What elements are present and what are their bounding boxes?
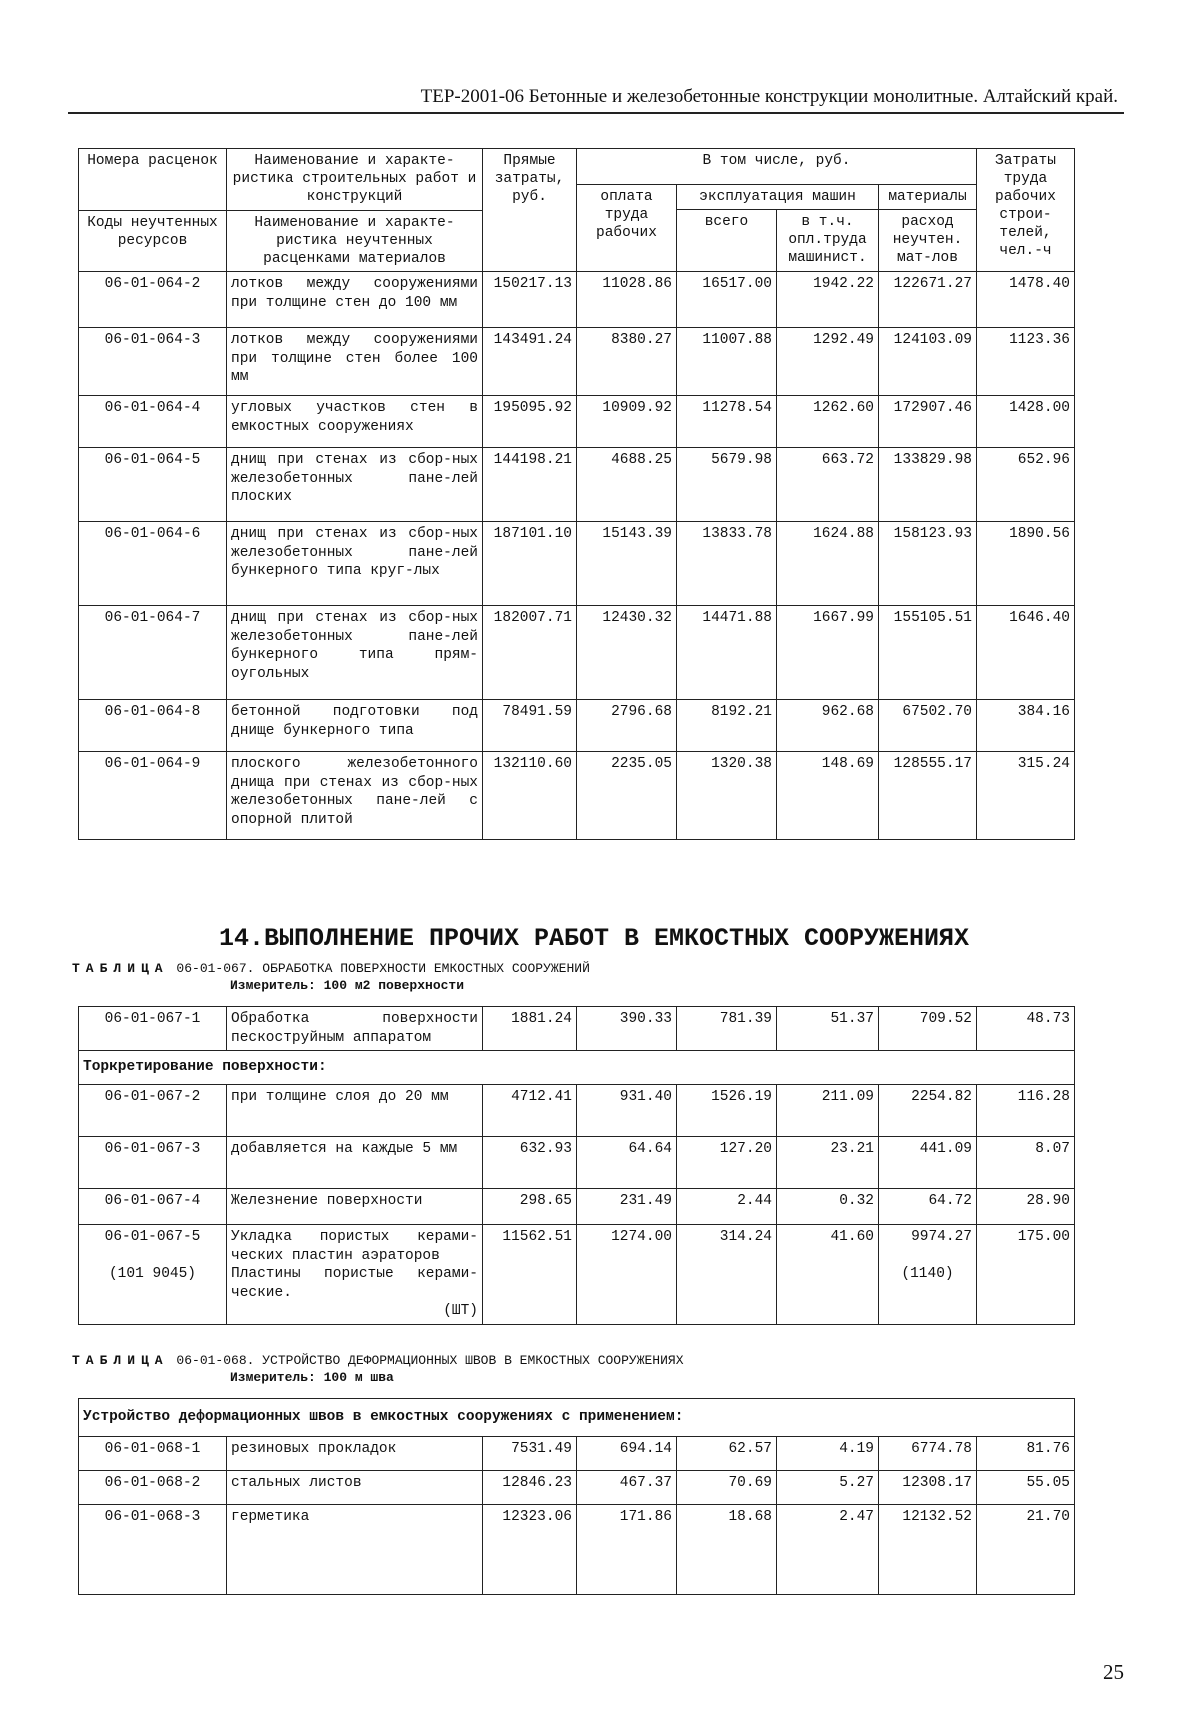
rows-064: [79, 272, 1075, 840]
cell-direct: 143491.24: [483, 328, 577, 396]
cell-labor: 652.96: [977, 448, 1075, 522]
table-067-caption: [72, 960, 590, 994]
page-header-title: ТЕР-2001-06 Бетонные и железобетонные конструкции монолитные. Алтайский край.: [420, 86, 1118, 107]
cell-direct: 11562.51: [483, 1225, 577, 1325]
row-name-main: Укладка пористых керами-ческих пластин аэраторов: [231, 1229, 478, 1264]
cell-machines: 11278.54: [677, 396, 777, 448]
cell-direct: 150217.13: [483, 272, 577, 328]
table-row: [79, 752, 1075, 840]
cell-materials: 124103.09: [879, 328, 977, 396]
table-row: [79, 606, 1075, 700]
cell-machinist-pay: 1667.99: [777, 606, 879, 700]
cell-pay: 2235.05: [577, 752, 677, 840]
table-row: [79, 1225, 1075, 1325]
cell-machinist-pay: 0.32: [777, 1189, 879, 1225]
col-machines: эксплуатация машин: [677, 185, 879, 210]
cell-pay: 12430.32: [577, 606, 677, 700]
cell-pay: 10909.92: [577, 396, 677, 448]
table-row: [79, 1137, 1075, 1189]
cell-direct: 1881.24: [483, 1007, 577, 1051]
row-name: добавляется на каждые 5 мм: [227, 1137, 483, 1189]
cell-machines: 314.24: [677, 1225, 777, 1325]
cell-machines: 18.68: [677, 1505, 777, 1595]
section-title: 14.ВЫПОЛНЕНИЕ ПРОЧИХ РАБОТ В ЕМКОСТНЫХ СООРУЖЕНИЯХ: [218, 924, 970, 953]
cell-pay: 931.40: [577, 1085, 677, 1137]
row-name: угловых участков стен в емкостных сооружениях: [227, 396, 483, 448]
cell-pay: 11028.86: [577, 272, 677, 328]
col-incl: В том числе, руб.: [577, 149, 977, 185]
cell-labor: 175.00: [977, 1225, 1075, 1325]
cell-direct: 182007.71: [483, 606, 577, 700]
cell-materials: 133829.98: [879, 448, 977, 522]
cell-machines: 13833.78: [677, 522, 777, 606]
cell-pay: 15143.39: [577, 522, 677, 606]
cell-machinist-pay: 1292.49: [777, 328, 879, 396]
table-row: [79, 1471, 1075, 1505]
cell-labor: 116.28: [977, 1085, 1075, 1137]
cell-machines: 8192.21: [677, 700, 777, 752]
cell-machines: 16517.00: [677, 272, 777, 328]
row-name: днищ при стенах из сбор-ных железобетонных пане-лей бункерного типа круг-лых: [227, 522, 483, 606]
resource-code: (101 9045): [108, 1265, 196, 1282]
table-row: [79, 1007, 1075, 1051]
row-name: лотков между сооружениями при толщине стен до 100 мм: [227, 272, 483, 328]
row-code: 06-01-067-3: [79, 1137, 227, 1189]
cell-materials: 709.52: [879, 1007, 977, 1051]
cell-labor: 55.05: [977, 1471, 1075, 1505]
cell-pay: 8380.27: [577, 328, 677, 396]
cell-materials: 64.72: [879, 1189, 977, 1225]
table-row: [79, 448, 1075, 522]
row-code: 06-01-064-8: [79, 700, 227, 752]
cell-labor: 1123.36: [977, 328, 1075, 396]
row-code: 06-01-064-6: [79, 522, 227, 606]
table-068-measure: Измеритель: 100 м шва: [230, 1370, 394, 1385]
row-code: 06-01-064-9: [79, 752, 227, 840]
cell-labor: 1646.40: [977, 606, 1075, 700]
table-068-title: 06-01-068. УСТРОЙСТВО ДЕФОРМАЦИОННЫХ ШВОВ В ЕМКОСТНЫХ СООРУЖЕНИЯХ: [176, 1353, 684, 1368]
cell-direct: 78491.59: [483, 700, 577, 752]
table-row: [79, 1505, 1075, 1595]
cell-machines: 781.39: [677, 1007, 777, 1051]
resource-usage: (1140): [901, 1265, 954, 1282]
cell-direct: 187101.10: [483, 522, 577, 606]
row-code: 06-01-068-2: [79, 1471, 227, 1505]
row-name: лотков между сооружениями при толщине стен более 100 мм: [227, 328, 483, 396]
cell-labor: 1890.56: [977, 522, 1075, 606]
col-incl-pay: в т.ч. опл.труда машинист.: [777, 210, 879, 272]
col-direct: Прямые затраты, руб.: [483, 149, 577, 272]
col-usage: расход неучтен. мат-лов: [879, 210, 977, 272]
cell-machines: 2.44: [677, 1189, 777, 1225]
table-068-caption: [72, 1352, 684, 1386]
cell-labor: 28.90: [977, 1189, 1075, 1225]
row-code: 06-01-064-5: [79, 448, 227, 522]
cell-materials: 122671.27: [879, 272, 977, 328]
cell-direct: 195095.92: [483, 396, 577, 448]
row-code: 06-01-068-1: [79, 1437, 227, 1471]
cell-machines: 1320.38: [677, 752, 777, 840]
row-name: при толщине слоя до 20 мм: [227, 1085, 483, 1137]
cell-pay: 694.14: [577, 1437, 677, 1471]
group-label: Устройство деформационных швов в емкостных сооружениях с применением:: [79, 1399, 1075, 1437]
cell-direct: 12323.06: [483, 1505, 577, 1595]
cell-materials: 128555.17: [879, 752, 977, 840]
cell-machines: 14471.88: [677, 606, 777, 700]
cell-machines: 62.57: [677, 1437, 777, 1471]
cell-machinist-pay: 41.60: [777, 1225, 879, 1325]
cell-materials: 67502.70: [879, 700, 977, 752]
col-codes: Коды неучтенных ресурсов: [79, 211, 227, 272]
cell-direct: 632.93: [483, 1137, 577, 1189]
cell-machines: 127.20: [677, 1137, 777, 1189]
cell-machinist-pay: 1262.60: [777, 396, 879, 448]
cell-machines: 70.69: [677, 1471, 777, 1505]
cell-direct: 298.65: [483, 1189, 577, 1225]
cell-machinist-pay: 148.69: [777, 752, 879, 840]
group-row: [79, 1051, 1075, 1085]
cell-materials: 6774.78: [879, 1437, 977, 1471]
table-row: [79, 328, 1075, 396]
col-numbers: Номера расценок: [79, 149, 227, 211]
cell-materials: 12308.17: [879, 1471, 977, 1505]
cell-pay: 467.37: [577, 1471, 677, 1505]
row-name: герметика: [227, 1505, 483, 1595]
row-name: днищ при стенах из сбор-ных железобетонных пане-лей плоских: [227, 448, 483, 522]
row-name: днищ при стенах из сбор-ных железобетонных пане-лей бункерного типа прям-оугольных: [227, 606, 483, 700]
resource-name: Пластины пористые керами-ческие.: [231, 1266, 478, 1301]
cell-pay: 1274.00: [577, 1225, 677, 1325]
cell-labor: 1478.40: [977, 272, 1075, 328]
table-067-measure: Измеритель: 100 м2 поверхности: [230, 978, 465, 993]
row-name: Обработка поверхности пескоструйным аппаратом: [227, 1007, 483, 1051]
price-table-068: [78, 1398, 1075, 1595]
cell-direct: 144198.21: [483, 448, 577, 522]
cell-machinist-pay: 1942.22: [777, 272, 879, 328]
page-number: 25: [1103, 1660, 1124, 1684]
row-code: 06-01-064-3: [79, 328, 227, 396]
row-code-main: 06-01-067-5: [104, 1229, 201, 1245]
row-code: 06-01-064-4: [79, 396, 227, 448]
col-materials: материалы: [879, 185, 977, 210]
page-header: [68, 84, 1124, 114]
cell-materials: 172907.46: [879, 396, 977, 448]
row-name: бетонной подготовки под днище бункерного типа: [227, 700, 483, 752]
cell-machinist-pay: 2.47: [777, 1505, 879, 1595]
cell-materials: 12132.52: [879, 1505, 977, 1595]
cell-materials: 441.09: [879, 1137, 977, 1189]
row-code: 06-01-064-2: [79, 272, 227, 328]
row-code: 06-01-067-4: [79, 1189, 227, 1225]
cell-materials: 155105.51: [879, 606, 977, 700]
price-table-064: [78, 148, 1075, 840]
row-name: плоского железобетонного днища при стенах из сбор-ных железобетонных пане-лей с опорной плитой: [227, 752, 483, 840]
cell-labor: 81.76: [977, 1437, 1075, 1471]
cell-machinist-pay: 663.72: [777, 448, 879, 522]
group-label: Торкретирование поверхности:: [79, 1051, 1075, 1085]
cell-labor: 48.73: [977, 1007, 1075, 1051]
cell-direct: 7531.49: [483, 1437, 577, 1471]
row-code: 06-01-068-3: [79, 1505, 227, 1595]
cell-labor: 8.07: [977, 1137, 1075, 1189]
table-row: [79, 1437, 1075, 1471]
cell-machines: 5679.98: [677, 448, 777, 522]
cell-machinist-pay: 962.68: [777, 700, 879, 752]
col-name: Наименование и характе-ристика строительных работ и конструкций: [227, 149, 483, 211]
cell-machinist-pay: 1624.88: [777, 522, 879, 606]
cell-pay: 231.49: [577, 1189, 677, 1225]
cell-labor: 384.16: [977, 700, 1075, 752]
cell-labor: 21.70: [977, 1505, 1075, 1595]
cell-materials: 2254.82: [879, 1085, 977, 1137]
cell-pay: 4688.25: [577, 448, 677, 522]
col-name2: Наименование и характе-ристика неучтенных расценками материалов: [227, 211, 483, 272]
table-row: [79, 1085, 1075, 1137]
row-code: 06-01-064-7: [79, 606, 227, 700]
table-067-title: 06-01-067. ОБРАБОТКА ПОВЕРХНОСТИ ЕМКОСТНЫХ СООРУЖЕНИЙ: [176, 961, 590, 976]
table-row: [79, 272, 1075, 328]
cell-materials-value: 9974.27: [911, 1229, 972, 1245]
col-pay: оплата труда рабочих: [577, 185, 677, 272]
cell-direct: 12846.23: [483, 1471, 577, 1505]
cell-pay: 171.86: [577, 1505, 677, 1595]
cell-machinist-pay: 51.37: [777, 1007, 879, 1051]
row-name: [227, 1225, 483, 1325]
row-name: Железнение поверхности: [227, 1189, 483, 1225]
resource-unit: (ШТ): [443, 1303, 478, 1319]
row-name: стальных листов: [227, 1471, 483, 1505]
cell-pay: 390.33: [577, 1007, 677, 1051]
cell-direct: 4712.41: [483, 1085, 577, 1137]
cell-direct: 132110.60: [483, 752, 577, 840]
cell-materials: 158123.93: [879, 522, 977, 606]
col-all: всего: [677, 210, 777, 272]
cell-labor: 1428.00: [977, 396, 1075, 448]
col-labor: Затраты труда рабочих строи-телей, чел.-ч: [977, 149, 1075, 272]
group-row: [79, 1399, 1075, 1437]
row-code: [79, 1225, 227, 1325]
cell-machinist-pay: 5.27: [777, 1471, 879, 1505]
table-row: [79, 396, 1075, 448]
cell-machinist-pay: 23.21: [777, 1137, 879, 1189]
cell-machinist-pay: 4.19: [777, 1437, 879, 1471]
cell-pay: 2796.68: [577, 700, 677, 752]
cell-machines: 11007.88: [677, 328, 777, 396]
table-row: [79, 522, 1075, 606]
row-code: 06-01-067-1: [79, 1007, 227, 1051]
row-name: резиновых прокладок: [227, 1437, 483, 1471]
cell-machines: 1526.19: [677, 1085, 777, 1137]
price-table-067: [78, 1006, 1075, 1325]
cell-labor: 315.24: [977, 752, 1075, 840]
cell-machinist-pay: 211.09: [777, 1085, 879, 1137]
cell-pay: 64.64: [577, 1137, 677, 1189]
table-row: [79, 1189, 1075, 1225]
table-067-label: ТАБЛИЦА: [72, 961, 169, 976]
row-code: 06-01-067-2: [79, 1085, 227, 1137]
cell-materials: [879, 1225, 977, 1325]
table-068-label: ТАБЛИЦА: [72, 1353, 169, 1368]
table-row: [79, 700, 1075, 752]
